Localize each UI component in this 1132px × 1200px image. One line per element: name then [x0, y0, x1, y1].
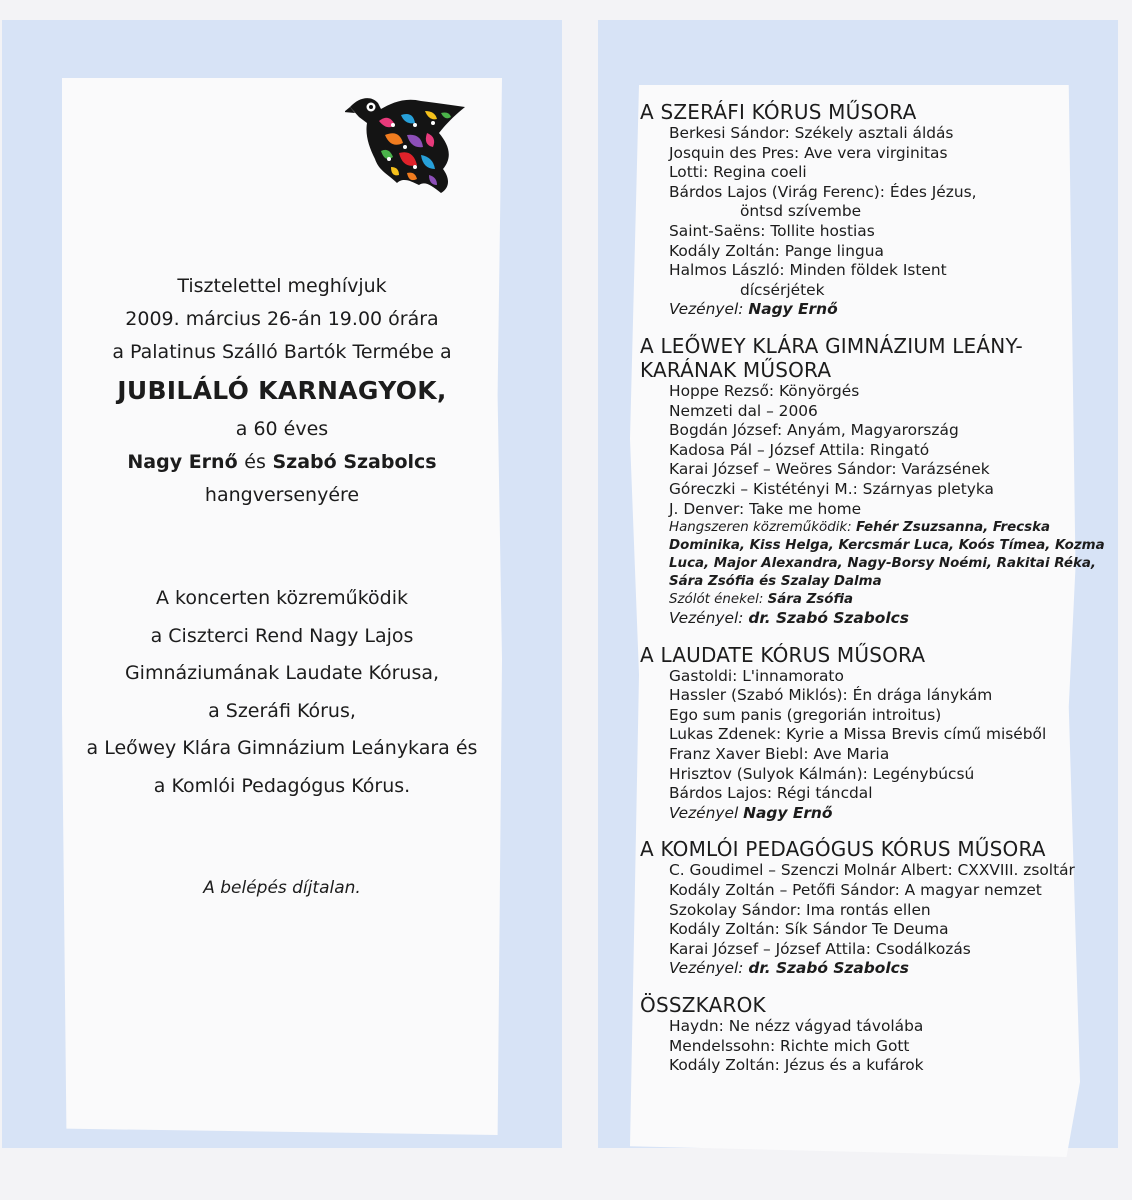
entry-note: A belépés díjtalan.	[203, 878, 361, 898]
program-item: Franz Xaver Biebl: Ave Maria	[669, 745, 890, 764]
section-title: KARÁNAK MŰSORA	[640, 357, 832, 382]
program-item: Halmos László: Minden földek Istent	[669, 261, 947, 280]
invite-line: a 60 éves	[235, 418, 329, 440]
credit-names: Fehér Zsuzsanna, Frecska	[855, 520, 1051, 536]
invite-line: a Palatinus Szálló Bartók Termébe a	[112, 341, 452, 363]
program-item: Hoppe Rezső: Könyörgés	[669, 381, 860, 400]
credit-label: Vezényel:	[669, 300, 744, 319]
section-title: A LAUDATE KÓRUS MŰSORA	[640, 642, 926, 667]
program-item: J. Denver: Take me home	[669, 499, 862, 518]
program-item: Ego sum panis (gregorián introitus)	[669, 705, 942, 724]
credit-label: Vezényel:	[669, 959, 744, 978]
performers-text	[62, 580, 502, 805]
program-item: Mendelssohn: Richte mich Gott	[669, 1036, 910, 1055]
performer-line: a Leőwey Klára Gimnázium Leánykara és	[86, 737, 478, 759]
conductor-credit	[669, 609, 1080, 629]
performer-line: a Szeráfi Kórus,	[208, 699, 356, 722]
program-item: Kodály Zoltán: Sík Sándor Te Deuma	[669, 920, 949, 939]
performer-line: A koncerten közreműködik	[155, 587, 409, 609]
program-item: Nemzeti dal – 2006	[669, 401, 818, 420]
section-title: ÖSSZKAROK	[640, 993, 766, 1017]
program-item: Kodály Zoltán – Petőfi Sándor: A magyar nemzet	[669, 881, 1042, 900]
program-list	[640, 100, 1105, 1090]
performer-line: a Ciszterci Rend Nagy Lajos	[150, 624, 414, 647]
program-item: Bárdos Lajos: Régi táncdal	[669, 784, 873, 803]
program-item: Hrisztov (Sulyok Kálmán): Legénybúcsú	[669, 764, 975, 783]
program-section-leowey	[640, 333, 1105, 629]
credit-label: Vezényel:	[669, 609, 744, 628]
invite-line: Tisztelettel meghívjuk	[177, 275, 387, 297]
performer-line: a Komlói Pedagógus Kórus.	[153, 774, 411, 797]
credit-name: dr. Szabó Szabolcs	[748, 609, 909, 628]
program-item: Hassler (Szabó Miklós): Én drága lánykám	[669, 686, 993, 705]
invite-line: 2009. március 26-án 19.00 órára	[125, 308, 439, 330]
credit-label: Szólót énekel:	[669, 592, 764, 608]
credit-label: Hangszeren közreműködik:	[669, 520, 852, 536]
program-item: Lotti: Regina coeli	[669, 163, 807, 182]
credit-name: dr. Szabó Szabolcs	[748, 959, 909, 978]
credit-label: Vezényel	[669, 803, 739, 822]
program-item: Bárdos Lajos (Virág Ferenc): Édes Jézus,	[669, 182, 977, 201]
program-item: Kodály Zoltán: Pange lingua	[669, 241, 884, 260]
program-item: Saint-Saëns: Tollite hostias	[669, 221, 875, 240]
conductor-name: Nagy Ernő	[127, 451, 238, 473]
program-item: Kadosa Pál – József Attila: Ringató	[669, 440, 930, 459]
program-item: Bogdán József: Anyám, Magyarország	[669, 421, 959, 440]
credit-name: Sára Zsófia	[767, 592, 854, 608]
program-section-szerafi	[640, 100, 1080, 320]
program-section-osszkarok	[640, 993, 1080, 1076]
conductor-credit	[669, 804, 1080, 824]
credit-name: Nagy Ernő	[748, 300, 838, 319]
section-title: A SZERÁFI KÓRUS MŰSORA	[640, 100, 917, 124]
credit-names: Sára Zsófia és Szalay Dalma	[669, 574, 882, 590]
conductor-names	[62, 446, 502, 479]
program-item: Karai József – József Attila: Csodálkozás	[669, 939, 971, 958]
program-section-laudate	[640, 643, 1080, 824]
conductor-credit	[669, 300, 1080, 320]
credit-names: Dominika, Kiss Helga, Kercsmár Luca, Koós Tímea, Kozma	[669, 538, 1105, 554]
conductor-name: Szabó Szabolcs	[272, 451, 437, 473]
program-section-komloi	[640, 837, 1080, 979]
program-item: C. Goudimel – Szenczi Molnár Albert: CXXVIII. zsoltár	[669, 861, 1075, 880]
credit-names: Luca, Major Alexandra, Nagy-Borsy Noémi, Rakitai Réka,	[669, 556, 1096, 572]
section-title: A LEŐWEY KLÁRA GIMNÁZIUM LEÁNY-	[640, 333, 1023, 358]
program-item: Lukas Zdenek: Kyrie a Missa Brevis című miséből	[669, 725, 1047, 744]
program-item: Szokolay Sándor: Ima rontás ellen	[669, 900, 931, 919]
program-item: Kodály Zoltán: Jézus és a kufárok	[669, 1056, 924, 1075]
program-item-continued: dícsérjétek	[740, 280, 825, 299]
program-item: Góreczki – Kistétényi M.: Szárnyas pletyka	[669, 479, 994, 498]
invite-line: hangversenyére	[204, 484, 360, 506]
bird-logo-icon	[345, 95, 470, 195]
program-item-continued: öntsd szívembe	[740, 202, 862, 221]
instrumentalists-credit	[669, 519, 1080, 537]
invitation-text	[62, 270, 502, 512]
event-title: JUBILÁLÓ KARNAGYOK,	[117, 376, 447, 405]
and-word: és	[244, 451, 266, 473]
program-item: Berkesi Sándor: Székely asztali áldás	[669, 124, 954, 142]
performer-line: Gimnáziumának Laudate Kórusa,	[124, 662, 440, 684]
credit-name: Nagy Ernő	[743, 803, 833, 822]
program-item: Karai József – Weöres Sándor: Varázsének	[669, 460, 990, 479]
conductor-credit	[669, 959, 1080, 979]
section-title: A KOMLÓI PEDAGÓGUS KÓRUS MŰSORA	[640, 837, 1046, 862]
soloist-credit	[669, 591, 1080, 609]
program-item: Josquin des Pres: Ave vera virginitas	[669, 143, 948, 162]
program-item: Haydn: Ne nézz vágyad távolába	[669, 1017, 924, 1035]
program-item: Gastoldi: L'innamorato	[669, 666, 844, 685]
